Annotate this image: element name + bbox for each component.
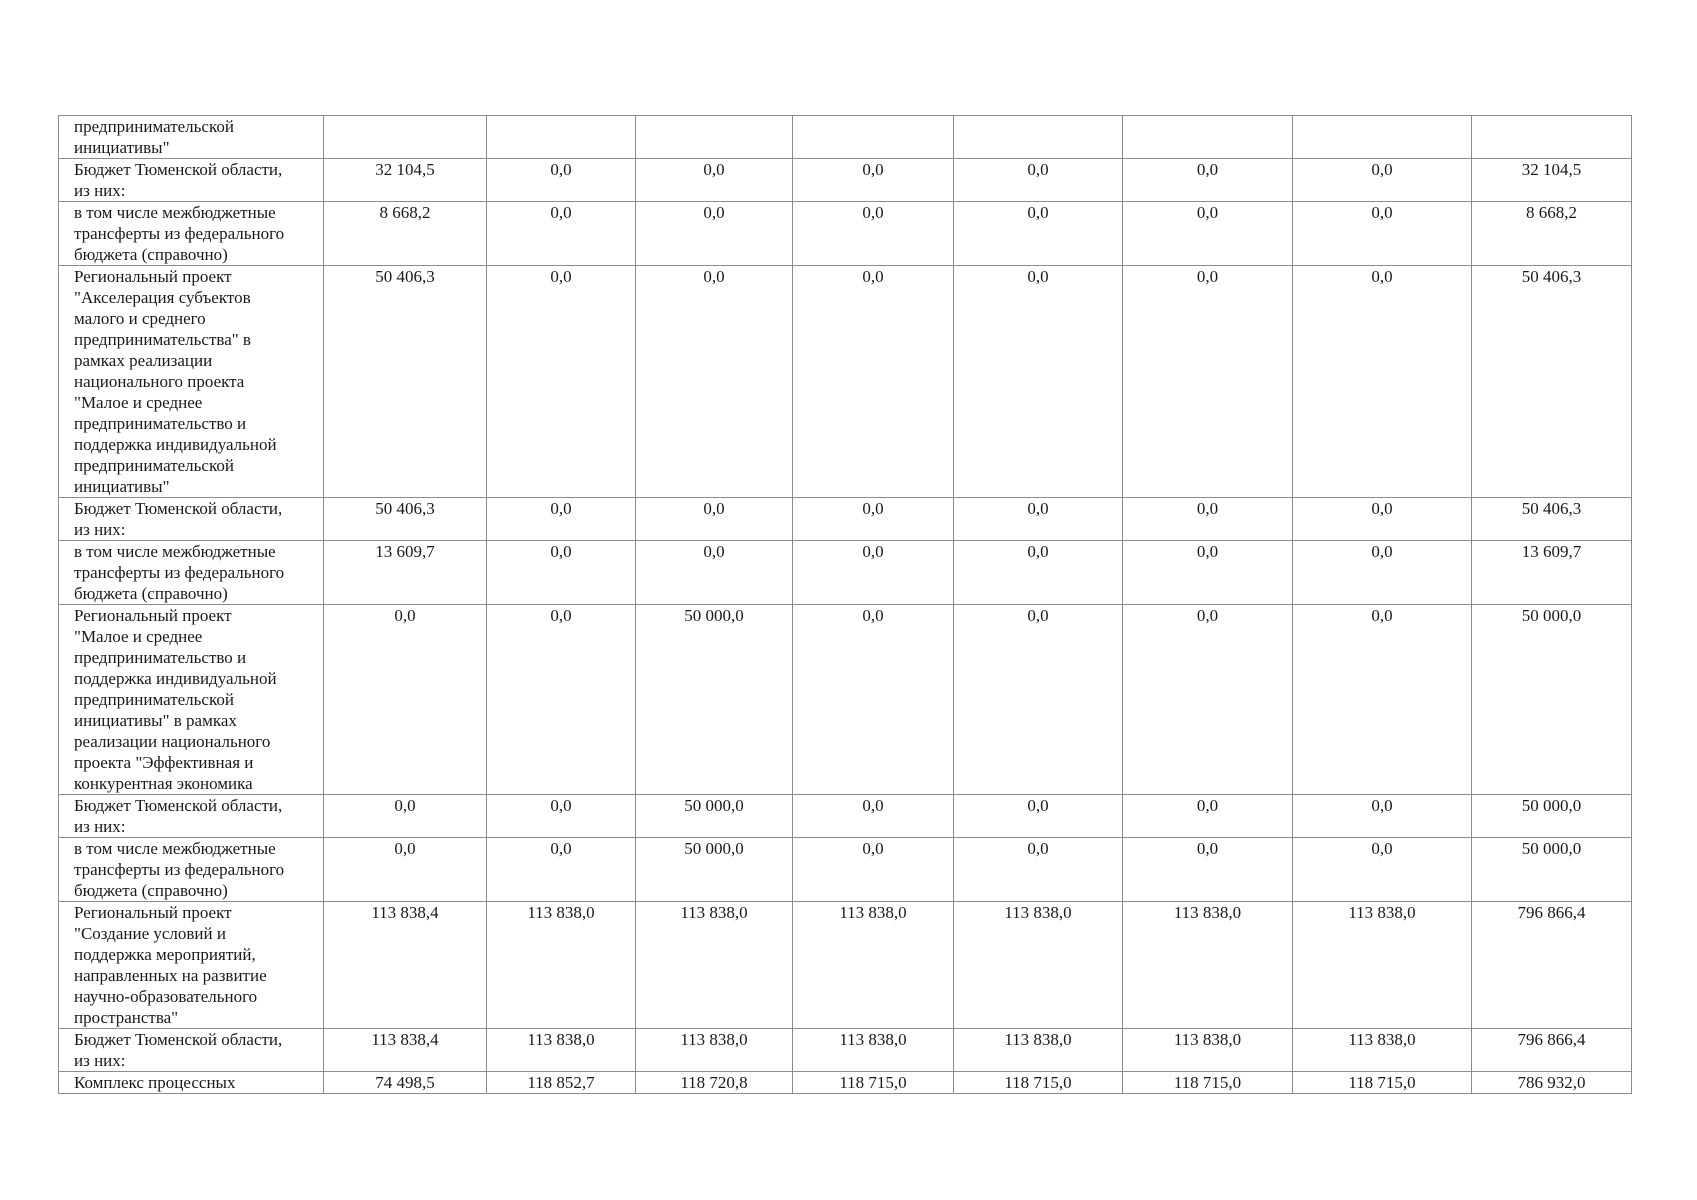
value-cell: 113 838,0: [793, 902, 954, 1029]
value-cell: 113 838,4: [324, 902, 487, 1029]
table-row: [59, 902, 1632, 1029]
budget-table-body: [59, 116, 1632, 1094]
value-cell: 0,0: [1293, 202, 1472, 266]
row-label-cell: Бюджет Тюменской области, из них:: [59, 795, 324, 838]
value-cell: 0,0: [793, 266, 954, 498]
row-label-cell: в том числе межбюджетные трансферты из федерального бюджета (справочно): [59, 838, 324, 902]
row-label-cell: предпринимательской инициативы": [59, 116, 324, 159]
value-cell: 74 498,5: [324, 1072, 487, 1094]
value-cell: 113 838,0: [636, 1029, 793, 1072]
value-cell: 118 720,8: [636, 1072, 793, 1094]
value-cell: 0,0: [487, 795, 636, 838]
row-label-cell: Региональный проект "Создание условий и поддержка мероприятий, направленных на развитие научно-образовательного пространства": [59, 902, 324, 1029]
value-cell: 50 406,3: [1472, 266, 1632, 498]
value-cell: 0,0: [1123, 202, 1293, 266]
value-cell: 118 715,0: [1123, 1072, 1293, 1094]
row-label-cell: Региональный проект "Малое и среднее предпринимательство и поддержка индивидуальной предпринимательской инициативы" в рамках реализации национального проекта "Эффективная и конкурентная экономика: [59, 605, 324, 795]
value-cell: 50 406,3: [324, 266, 487, 498]
value-cell: 0,0: [793, 605, 954, 795]
value-cell: 0,0: [1123, 498, 1293, 541]
value-cell: 0,0: [487, 202, 636, 266]
value-cell: [1123, 116, 1293, 159]
value-cell: 0,0: [636, 541, 793, 605]
value-cell: 113 838,0: [793, 1029, 954, 1072]
value-cell: 0,0: [487, 266, 636, 498]
value-cell: 0,0: [636, 159, 793, 202]
value-cell: [954, 116, 1123, 159]
value-cell: 8 668,2: [1472, 202, 1632, 266]
value-cell: 113 838,4: [324, 1029, 487, 1072]
value-cell: 113 838,0: [487, 902, 636, 1029]
table-row: [59, 266, 1632, 498]
value-cell: 0,0: [1123, 795, 1293, 838]
value-cell: 0,0: [1293, 541, 1472, 605]
value-cell: 113 838,0: [1123, 902, 1293, 1029]
budget-table: [58, 115, 1632, 1094]
value-cell: 0,0: [1123, 838, 1293, 902]
value-cell: 13 609,7: [324, 541, 487, 605]
value-cell: 0,0: [1293, 838, 1472, 902]
value-cell: [793, 116, 954, 159]
value-cell: [636, 116, 793, 159]
value-cell: 113 838,0: [1123, 1029, 1293, 1072]
row-label-cell: Бюджет Тюменской области, из них:: [59, 159, 324, 202]
value-cell: 32 104,5: [324, 159, 487, 202]
value-cell: 0,0: [954, 541, 1123, 605]
value-cell: 786 932,0: [1472, 1072, 1632, 1094]
value-cell: 0,0: [793, 202, 954, 266]
table-row: [59, 541, 1632, 605]
value-cell: 0,0: [1123, 541, 1293, 605]
value-cell: [487, 116, 636, 159]
table-row: [59, 202, 1632, 266]
value-cell: 0,0: [954, 838, 1123, 902]
value-cell: 0,0: [793, 498, 954, 541]
value-cell: 113 838,0: [1293, 902, 1472, 1029]
value-cell: 0,0: [324, 605, 487, 795]
value-cell: 0,0: [954, 266, 1123, 498]
value-cell: 796 866,4: [1472, 1029, 1632, 1072]
value-cell: 32 104,5: [1472, 159, 1632, 202]
table-row: [59, 498, 1632, 541]
value-cell: [1472, 116, 1632, 159]
table-row: [59, 795, 1632, 838]
value-cell: 50 406,3: [324, 498, 487, 541]
value-cell: 118 715,0: [1293, 1072, 1472, 1094]
row-label-cell: в том числе межбюджетные трансферты из федерального бюджета (справочно): [59, 202, 324, 266]
value-cell: 50 000,0: [1472, 605, 1632, 795]
value-cell: 113 838,0: [487, 1029, 636, 1072]
value-cell: 50 000,0: [1472, 795, 1632, 838]
value-cell: 50 000,0: [1472, 838, 1632, 902]
value-cell: 0,0: [793, 838, 954, 902]
value-cell: [1293, 116, 1472, 159]
value-cell: 113 838,0: [636, 902, 793, 1029]
table-row: [59, 1072, 1632, 1094]
table-row: [59, 116, 1632, 159]
row-label-cell: в том числе межбюджетные трансферты из федерального бюджета (справочно): [59, 541, 324, 605]
value-cell: 0,0: [793, 795, 954, 838]
value-cell: 50 000,0: [636, 838, 793, 902]
value-cell: 113 838,0: [1293, 1029, 1472, 1072]
value-cell: 113 838,0: [954, 902, 1123, 1029]
value-cell: 0,0: [1293, 266, 1472, 498]
value-cell: 0,0: [793, 541, 954, 605]
row-label-cell: Бюджет Тюменской области, из них:: [59, 498, 324, 541]
table-row: [59, 1029, 1632, 1072]
value-cell: 0,0: [954, 795, 1123, 838]
value-cell: 796 866,4: [1472, 902, 1632, 1029]
value-cell: 118 852,7: [487, 1072, 636, 1094]
value-cell: 0,0: [1123, 605, 1293, 795]
value-cell: 0,0: [487, 541, 636, 605]
value-cell: 118 715,0: [954, 1072, 1123, 1094]
value-cell: 0,0: [1123, 266, 1293, 498]
row-label-cell: Региональный проект "Акселерация субъектов малого и среднего предпринимательства" в рамках реализации национального проекта "Малое и среднее предпринимательство и поддержка индивидуальной предпринимательской инициативы": [59, 266, 324, 498]
value-cell: 0,0: [487, 838, 636, 902]
value-cell: 0,0: [324, 838, 487, 902]
value-cell: 0,0: [487, 159, 636, 202]
value-cell: 0,0: [487, 605, 636, 795]
value-cell: 0,0: [954, 159, 1123, 202]
value-cell: 0,0: [636, 202, 793, 266]
table-row: [59, 605, 1632, 795]
value-cell: 0,0: [1293, 159, 1472, 202]
value-cell: 0,0: [636, 266, 793, 498]
value-cell: 0,0: [954, 498, 1123, 541]
value-cell: 13 609,7: [1472, 541, 1632, 605]
row-label-cell: Бюджет Тюменской области, из них:: [59, 1029, 324, 1072]
value-cell: 50 000,0: [636, 795, 793, 838]
value-cell: 118 715,0: [793, 1072, 954, 1094]
table-row: [59, 838, 1632, 902]
value-cell: 0,0: [954, 605, 1123, 795]
value-cell: 8 668,2: [324, 202, 487, 266]
value-cell: [324, 116, 487, 159]
value-cell: 0,0: [1293, 605, 1472, 795]
table-row: [59, 159, 1632, 202]
value-cell: 50 406,3: [1472, 498, 1632, 541]
value-cell: 0,0: [793, 159, 954, 202]
value-cell: 0,0: [324, 795, 487, 838]
value-cell: 0,0: [487, 498, 636, 541]
value-cell: 0,0: [1293, 498, 1472, 541]
value-cell: 0,0: [954, 202, 1123, 266]
value-cell: 0,0: [1293, 795, 1472, 838]
value-cell: 0,0: [636, 498, 793, 541]
value-cell: 0,0: [1123, 159, 1293, 202]
value-cell: 50 000,0: [636, 605, 793, 795]
value-cell: 113 838,0: [954, 1029, 1123, 1072]
row-label-cell: Комплекс процессных: [59, 1072, 324, 1094]
